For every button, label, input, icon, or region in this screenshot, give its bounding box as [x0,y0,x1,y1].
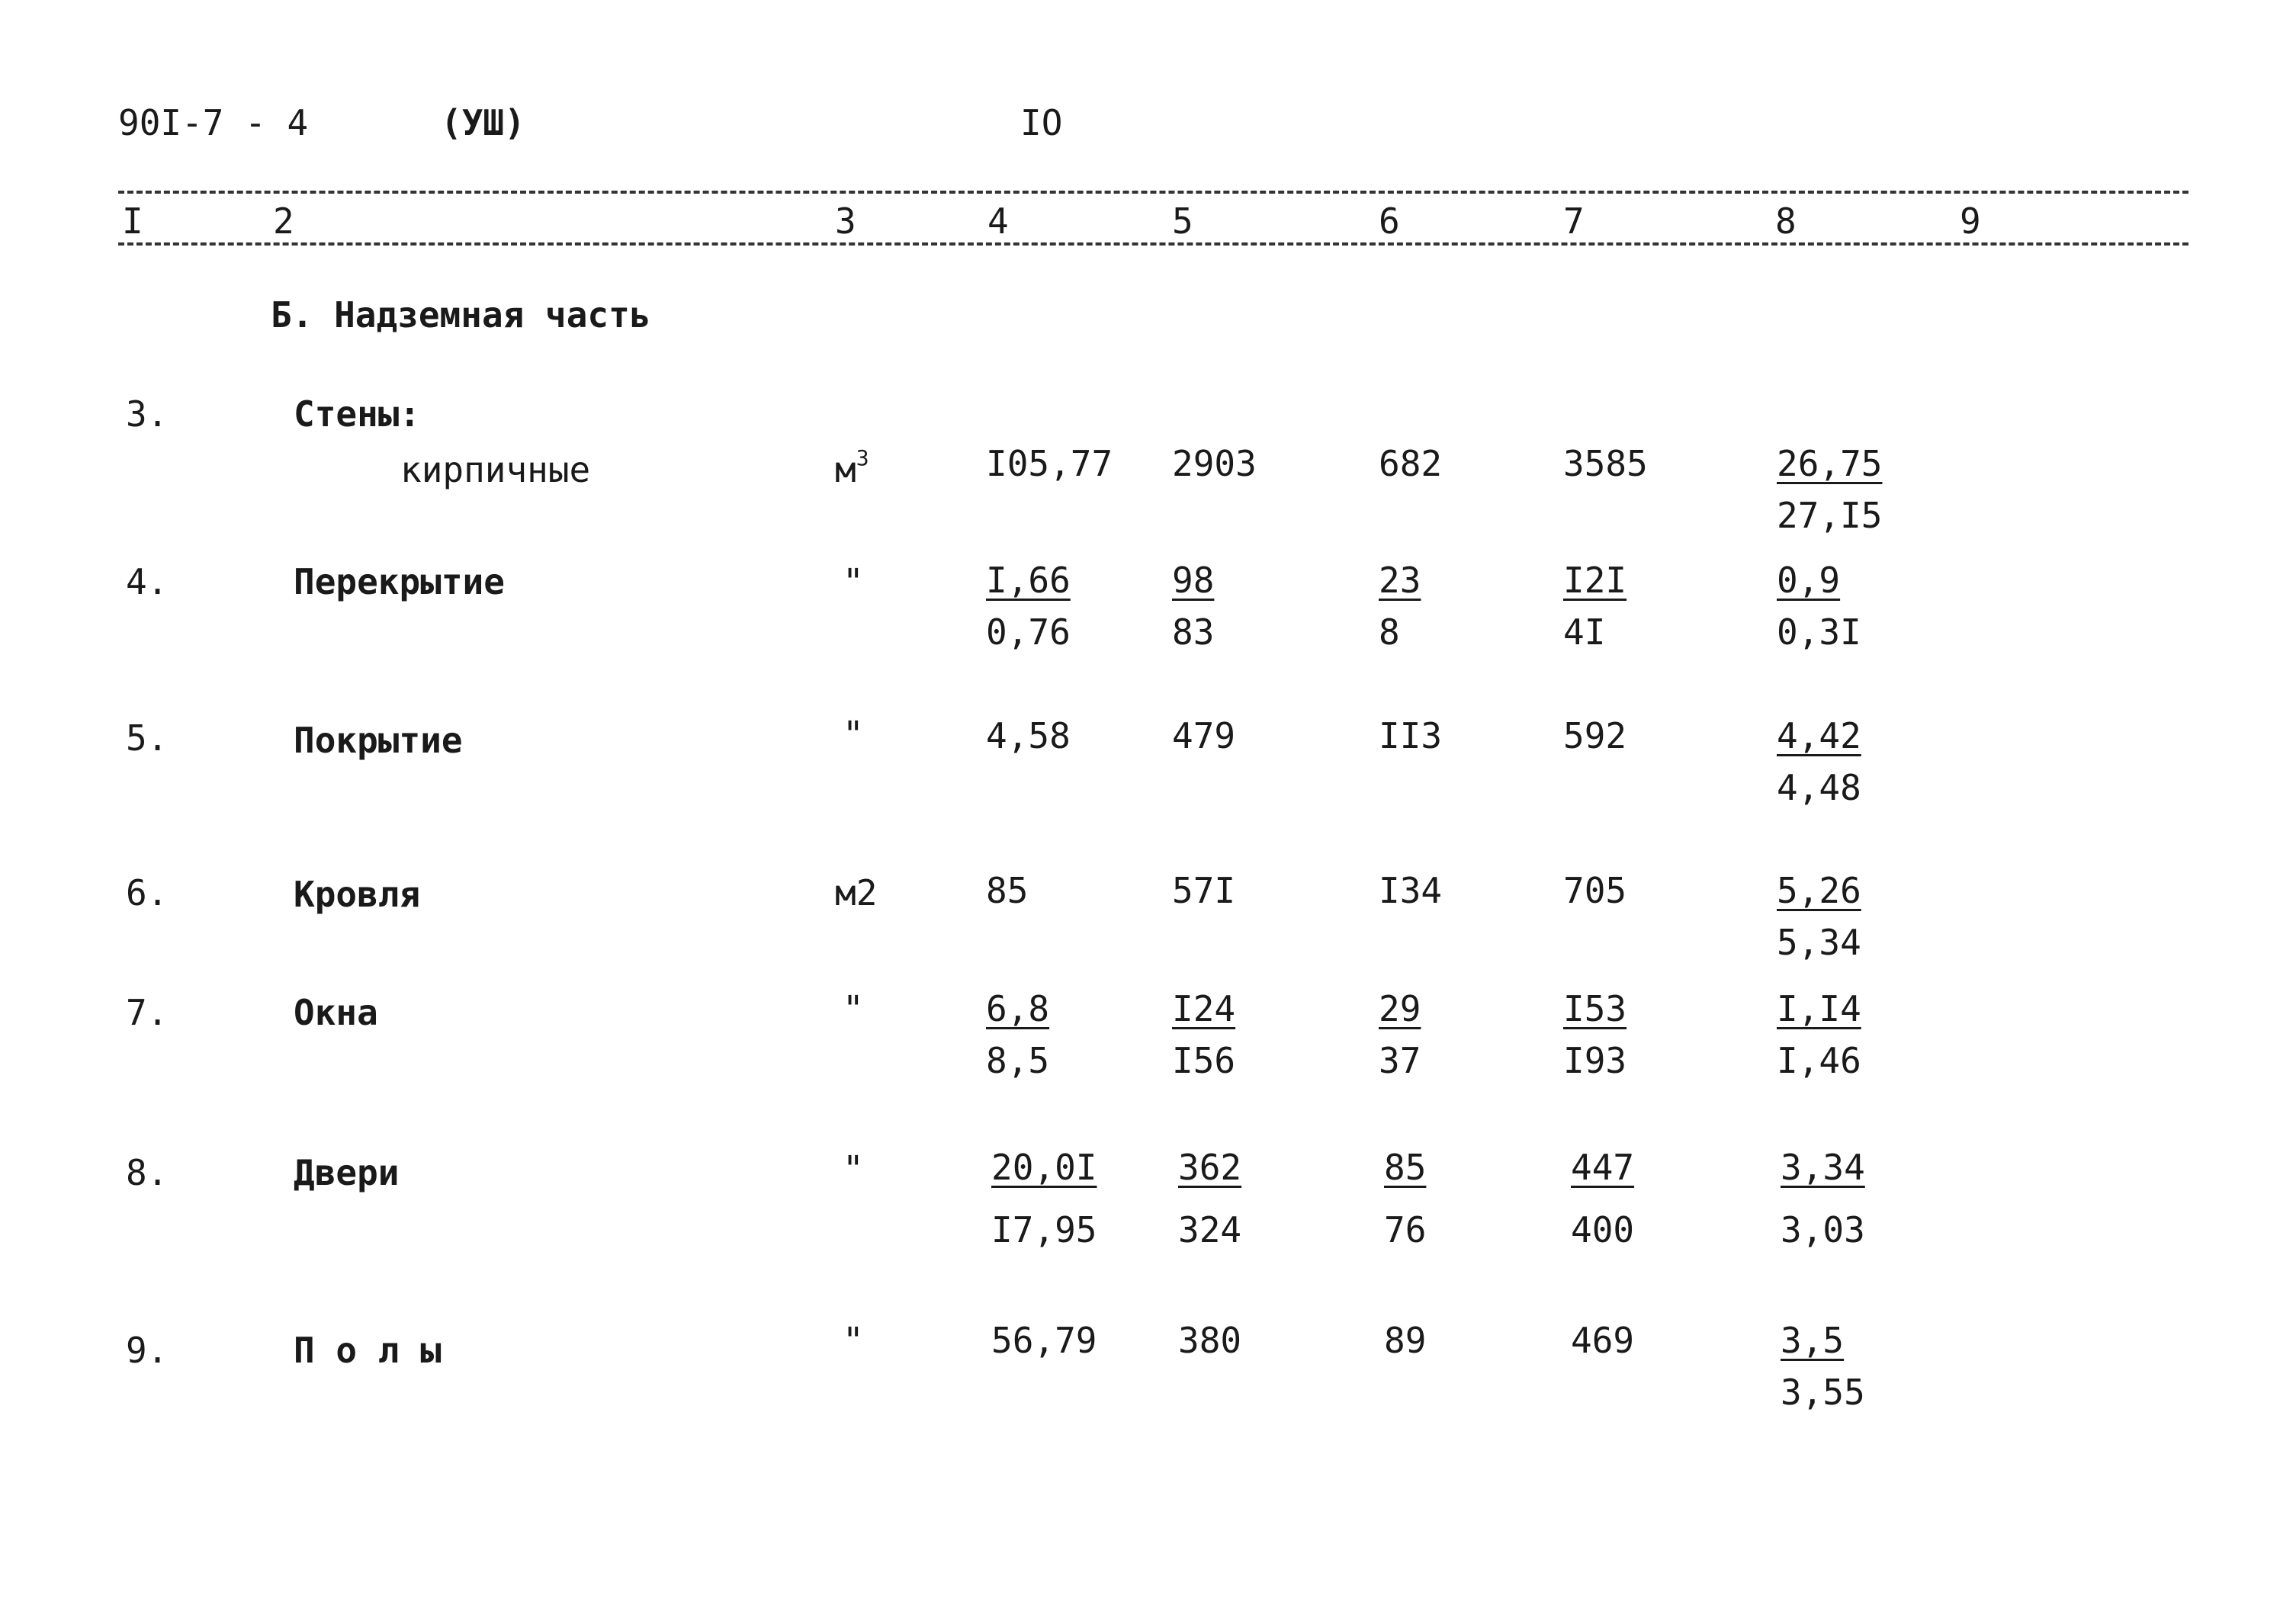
col6-numerator: 29 [1379,988,1421,1029]
col8-numerator: 5,26 [1777,870,1861,911]
col7-denominator: 400 [1571,1209,1635,1250]
page-number: IO [1020,102,1063,143]
col4-denominator: 8,5 [986,1040,1050,1081]
column-number-2: 2 [273,201,294,242]
row-number: 3. [126,393,169,435]
col7-fraction [1563,560,1627,653]
col8-denominator: 27,I5 [1777,495,1883,536]
col5-value: 2903 [1172,443,1257,484]
column-header-top-rule [118,191,2188,194]
row-number: 6. [126,872,169,913]
row-unit: м2 [835,872,878,913]
col6-denominator: 37 [1379,1040,1421,1081]
column-number-4: 4 [987,201,1009,242]
row-number: 7. [126,992,169,1033]
row-number: 9. [126,1330,169,1371]
row-unit: " [843,1148,864,1189]
col6-value: 682 [1379,443,1443,484]
col8-fraction [1781,1147,1865,1250]
col5-denominator: I56 [1172,1040,1236,1081]
row-name: Стены: [294,393,421,435]
col8-fraction [1777,443,1883,536]
col4-denominator: I7,95 [991,1209,1097,1250]
col7-value: 3585 [1563,443,1648,484]
row-name: Перекрытие [294,561,505,602]
col7-value: 705 [1563,870,1627,911]
col4-fraction [991,1147,1097,1250]
column-number-7: 7 [1563,201,1585,242]
col4-value: 85 [986,870,1029,911]
col8-fraction [1781,1320,1865,1413]
col6-value: 89 [1384,1320,1427,1361]
col8-numerator: 3,34 [1781,1147,1865,1188]
col8-numerator: 0,9 [1777,560,1841,601]
column-number-6: 6 [1379,201,1400,242]
col8-denominator: 0,3I [1777,611,1861,653]
column-number-5: 5 [1172,201,1193,242]
col5-fraction [1172,560,1215,653]
col7-denominator: 4I [1563,611,1606,653]
column-number-8: 8 [1775,201,1797,242]
col4-fraction [986,560,1071,653]
col7-numerator: I53 [1563,988,1627,1029]
col7-fraction [1563,988,1627,1081]
row-subname: кирпичные [400,449,591,490]
col8-fraction [1777,560,1861,653]
col8-numerator: 4,42 [1777,715,1861,756]
row-number: 4. [126,561,169,602]
col4-denominator: 0,76 [986,611,1071,653]
column-number-9: 9 [1960,201,1981,242]
col7-fraction [1571,1147,1635,1250]
document-code: 90I-7 - 4 [118,102,309,143]
col5-fraction [1178,1147,1242,1250]
col5-denominator: 83 [1172,611,1215,653]
row-name: П о л ы [294,1330,442,1371]
col6-numerator: 23 [1379,560,1421,601]
col6-numerator: 85 [1384,1147,1427,1188]
series-code: (УШ) [441,102,525,143]
col8-fraction [1777,988,1861,1081]
col5-value: 380 [1178,1320,1242,1361]
column-number-3: 3 [835,201,856,242]
col5-fraction [1172,988,1236,1081]
col8-numerator: 26,75 [1777,443,1883,484]
row-name: Окна [294,992,378,1033]
col5-denominator: 324 [1178,1209,1242,1250]
col6-fraction [1379,988,1421,1081]
row-unit: " [843,561,864,602]
section-title: Б. Надземная часть [271,294,651,335]
col8-fraction [1777,715,1861,808]
col4-value: I05,77 [986,443,1113,484]
col6-value: II3 [1379,715,1443,756]
col7-denominator: I93 [1563,1040,1627,1081]
col8-numerator: 3,5 [1781,1320,1845,1361]
col8-fraction [1777,870,1861,963]
col5-value: 479 [1172,715,1236,756]
col6-denominator: 8 [1379,611,1400,653]
row-unit: " [843,1320,864,1361]
col6-value: I34 [1379,870,1443,911]
col8-denominator: I,46 [1777,1040,1861,1081]
col8-denominator: 4,48 [1777,767,1861,808]
col8-denominator: 3,55 [1781,1372,1865,1413]
col4-numerator: 20,0I [991,1147,1097,1188]
col7-numerator: I2I [1563,560,1627,601]
row-name: Двери [294,1152,400,1193]
col8-denominator: 3,03 [1781,1209,1865,1250]
column-number-1: I [122,201,143,242]
col7-numerator: 447 [1571,1147,1635,1188]
col5-numerator: 362 [1178,1147,1242,1188]
column-header-bottom-rule [118,242,2188,246]
col5-value: 57I [1172,870,1236,911]
row-unit: $м^3$ [835,445,869,490]
col4-numerator: I,66 [986,560,1071,601]
col5-numerator: I24 [1172,988,1236,1029]
col4-value: 56,79 [991,1320,1097,1361]
col8-denominator: 5,34 [1777,922,1861,963]
row-unit: " [843,988,864,1029]
col4-numerator: 6,8 [986,988,1050,1029]
row-name: Кровля [294,874,421,915]
col7-value: 469 [1571,1320,1635,1361]
row-number: 8. [126,1152,169,1193]
col4-fraction [986,988,1050,1081]
row-name: Покрытие [294,720,463,761]
row-unit: " [843,714,864,755]
col6-fraction [1379,560,1421,653]
col5-numerator: 98 [1172,560,1215,601]
row-number: 5. [126,717,169,759]
col6-fraction [1384,1147,1427,1250]
col8-numerator: I,I4 [1777,988,1861,1029]
col6-denominator: 76 [1384,1209,1427,1250]
col7-value: 592 [1563,715,1627,756]
col4-value: 4,58 [986,715,1071,756]
